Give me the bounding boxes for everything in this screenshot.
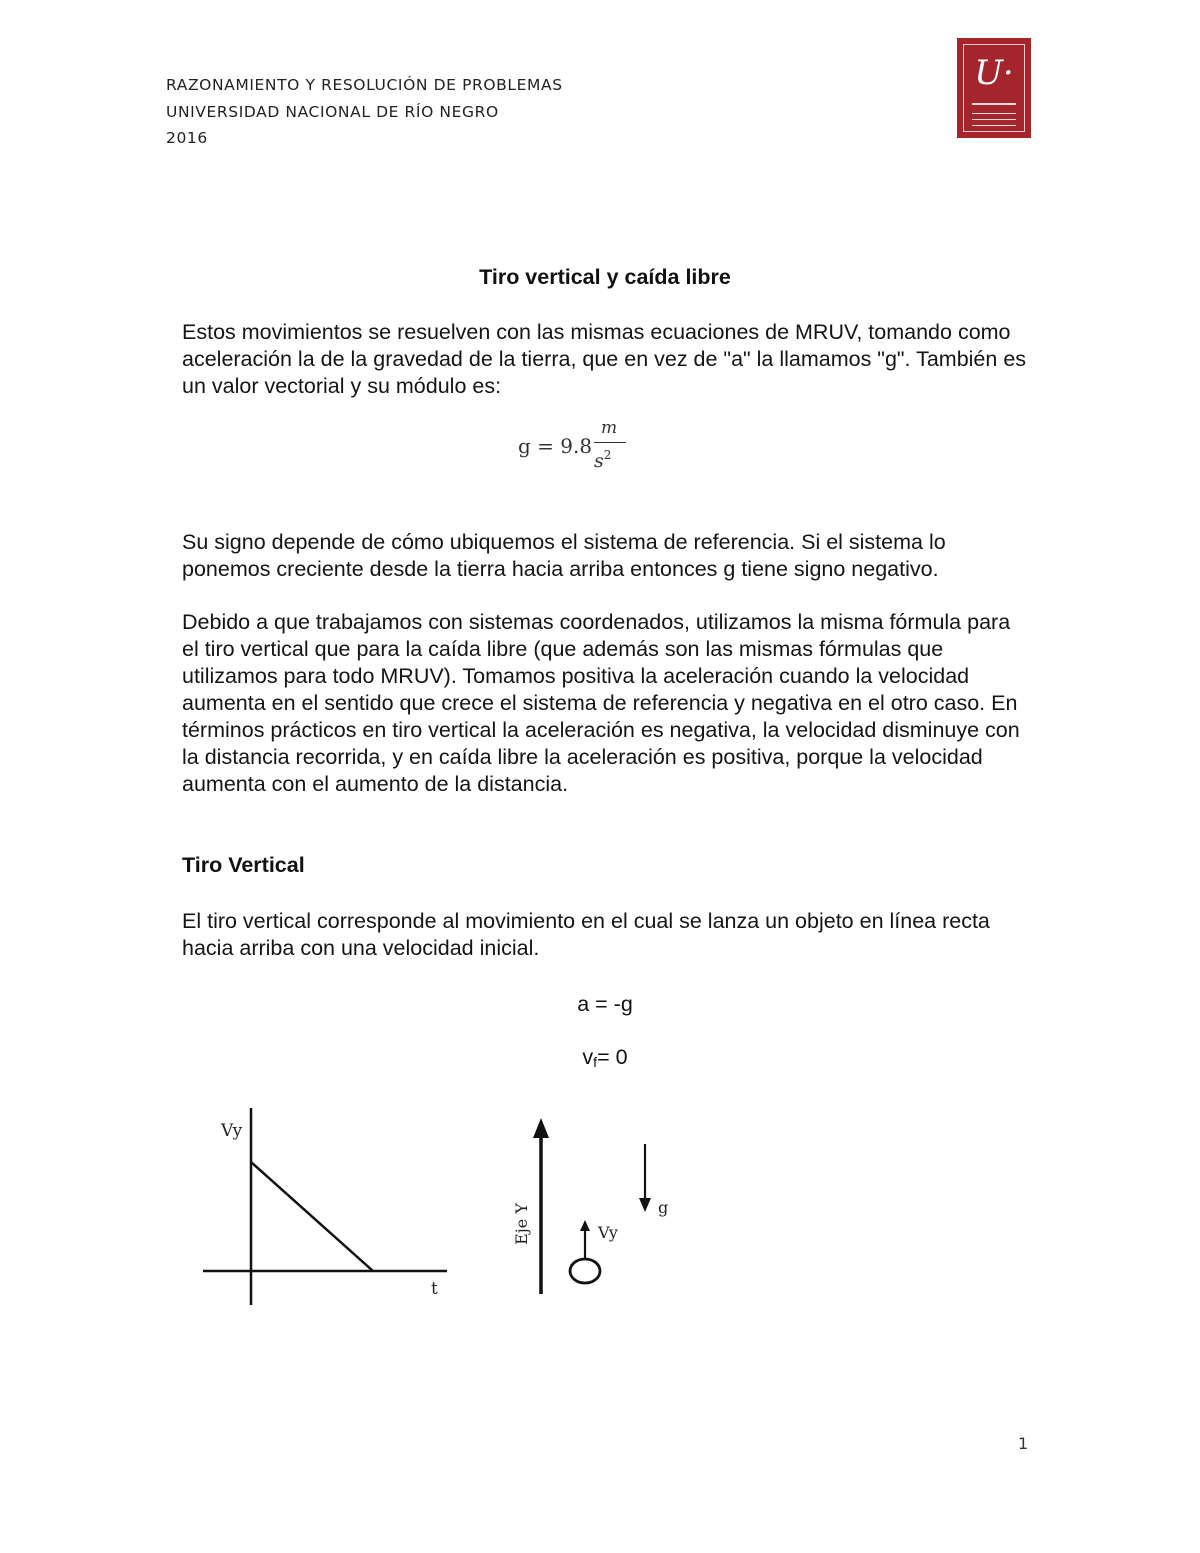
gravity-arrowhead-icon [639,1198,651,1212]
y-axis-label: Vy [221,1121,243,1141]
paragraph-tiro-vertical: El tiro vertical corresponde al movimiento en el cual se lanza un objeto en línea recta hacia arriba con una velocidad inicial. [182,909,990,960]
header-course: RAZONAMIENTO Y RESOLUCIÓN DE PROBLEMAS [166,76,563,94]
header-university: UNIVERSIDAD NACIONAL DE RÍO NEGRO [166,102,499,121]
logo-divider [972,125,1016,126]
velocity-arrowhead-icon [580,1220,590,1231]
axis-label-eje-y: Eje Y [512,1203,531,1245]
logo-mark: U· [974,53,1014,93]
page-header [166,72,563,152]
document-title: Tiro vertical y caída libre [479,265,731,289]
fraction-bar [594,442,626,443]
paragraph-sign: Su signo depende de cómo ubiquemos el sistema de referencia. Si el sistema lo ponemos creciente desde la tierra hacia arriba entonces g tiene signo negativo. [182,530,946,581]
logo-frame [963,44,1025,132]
velocity-line [251,1162,373,1271]
velocity-label: Vy [598,1223,618,1242]
vertical-throw-diagram [495,1112,685,1302]
equation-final-velocity: $v_f= 0$ [582,1045,628,1070]
formula-lhs: g = 9.8 [518,434,593,458]
paragraph-intro: Estos movimientos se resuelven con las mismas ecuaciones de MRUV, tomando como aceleración la de la gravedad de la tierra, que en vez de "a" la llamamos "g". También es un valor vectorial y su módulo es: [182,320,1027,398]
header-year: 2016 [166,129,208,147]
velocity-time-graph [195,1100,455,1310]
logo-divider [972,103,1016,105]
logo-divider [972,113,1016,114]
up-arrowhead-icon [533,1118,549,1138]
paragraph-coordinates: Debido a que trabajamos con sistemas coordenados, utilizamos la misma fórmula para el tiro vertical que para la caída libre (que además son las mismas fórmulas que utilizamos para todo MRUV). Tomamos positiva la aceleración cuando la velocidad aumenta en el sentido que crece el sistema de referencia y negativa en el otro caso. En términos prácticos en tiro vertical la aceleración es negativa, la velocidad disminuye con la distancia recorrida, y en caída libre la aceleración es positiva, porque la velocidad aumenta con el aumento de la distancia. [182,610,1020,796]
logo-divider [972,119,1016,120]
ball-icon [570,1259,600,1283]
university-logo [957,38,1031,138]
x-axis-label: t [431,1279,438,1299]
section-subtitle: Tiro Vertical [182,853,305,877]
equation-acceleration: a = -g [577,992,633,1016]
formula-numerator: m [600,418,618,438]
page-number: 1 [1018,1434,1029,1453]
formula-denominator: $s^2$ [594,448,612,472]
gravity-label: g [658,1198,669,1217]
